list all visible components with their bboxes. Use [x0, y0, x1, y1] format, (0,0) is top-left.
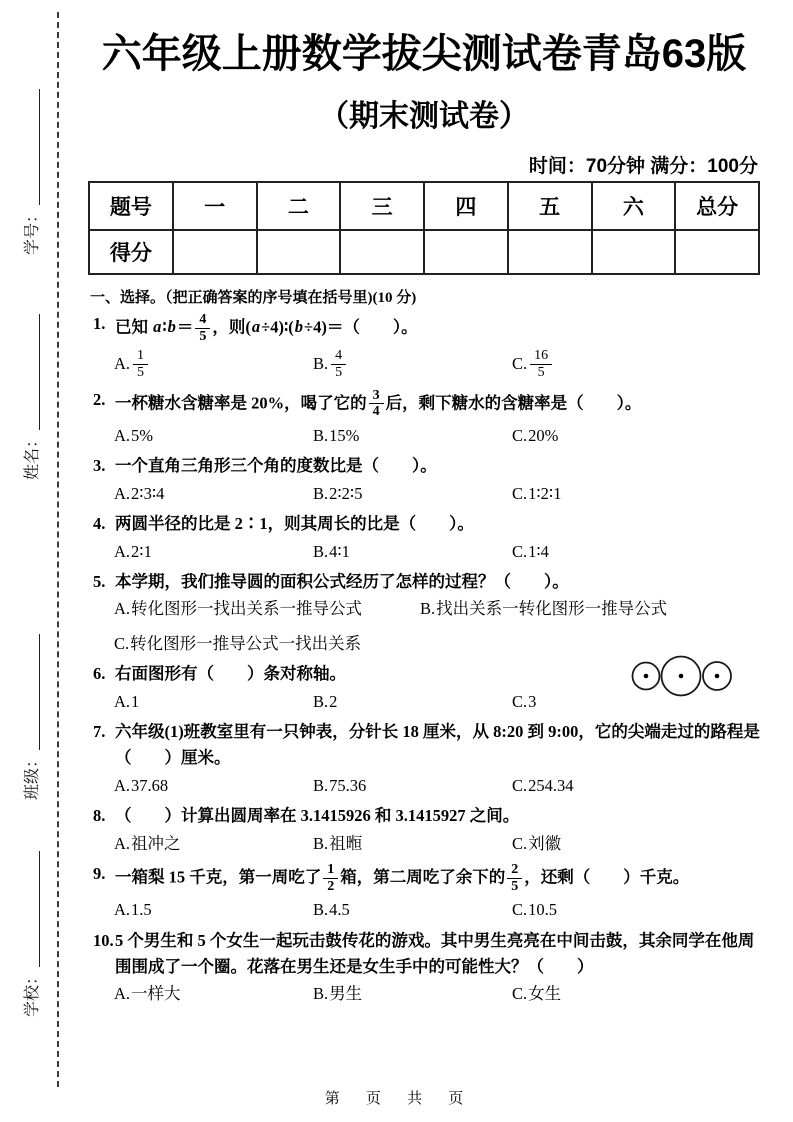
- score-cell: [257, 230, 341, 274]
- options-row: [114, 539, 760, 565]
- question-stem: [88, 803, 760, 829]
- option-text: 4∶1: [329, 541, 350, 561]
- option-B: [313, 981, 512, 1007]
- option-text: 女生: [528, 984, 562, 1004]
- question-stem: [88, 719, 760, 772]
- options-row: [114, 347, 760, 382]
- option-label: C.: [512, 833, 528, 853]
- options-row: [114, 981, 760, 1007]
- option-label: B.: [313, 691, 329, 711]
- option-label: C.: [512, 691, 528, 711]
- score-column-2: 二: [257, 182, 341, 230]
- question-number: 2.: [93, 389, 106, 409]
- score-column-4: 四: [424, 182, 508, 230]
- math-variable: b: [294, 317, 304, 337]
- question-number: 7.: [93, 721, 106, 741]
- option-text: 祖暅: [329, 833, 363, 853]
- margin-field-student-id: [15, 75, 45, 255]
- question-number: 6.: [93, 664, 106, 684]
- option-label: C.: [512, 353, 528, 373]
- fraction: $\frac{2}{5}$: [507, 862, 522, 894]
- page-title: 六年级上册数学拔尖测试卷青岛63版: [101, 32, 747, 76]
- option-text: 2∶1: [131, 541, 152, 561]
- option-text: 一样大: [131, 984, 181, 1004]
- option-label: C.: [114, 633, 130, 653]
- option-text: 2∶2∶5: [329, 483, 363, 503]
- option-C: [512, 481, 760, 507]
- name-label: 姓名：: [23, 431, 41, 480]
- option-A: [114, 423, 313, 449]
- score-column-6: 六: [592, 182, 676, 230]
- question-text: 5 个男生和 5 个女生一起玩击鼓传花的游戏。其中男生亮亮在中间击鼓，其余同学在他周围围成了一个圈。花落在男生还是女生手中的可能性大？（ ）: [115, 930, 755, 977]
- fraction: $\frac{3}{4}$: [369, 388, 384, 420]
- margin-field-school: [15, 837, 45, 1017]
- option-label: B.: [313, 775, 329, 795]
- question-1: [88, 311, 760, 383]
- question-text: 右面图形有（ ）条对称轴。: [115, 664, 346, 684]
- option-text: 1∶4: [528, 541, 549, 561]
- option-label: B.: [313, 426, 329, 446]
- option-text: 4.5: [329, 900, 350, 920]
- score-column-total: 总分: [675, 182, 759, 230]
- section-heading: 一、选择。（把正确答案的序号填在括号里)(10 分): [90, 290, 417, 306]
- questions-list: [88, 311, 760, 1008]
- option-text: 男生: [329, 984, 363, 1004]
- fraction: $\frac{4}{5}$: [331, 348, 346, 380]
- school-blank-line: [39, 851, 40, 967]
- option-label: B.: [313, 483, 329, 503]
- option-B: [313, 539, 512, 565]
- option-label: A.: [114, 833, 131, 853]
- score-cell: [592, 230, 676, 274]
- option-C: [512, 539, 760, 565]
- option-B: [313, 831, 512, 857]
- option-B: [313, 689, 512, 715]
- option-text: 5%: [131, 426, 154, 446]
- option-text: [131, 348, 150, 381]
- question-stem: [88, 311, 760, 346]
- question-text: 本学期，我们推导圆的面积公式经历了怎样的过程？（ ）。: [115, 571, 569, 591]
- margin-field-class: [15, 620, 45, 800]
- score-cell: [675, 230, 759, 274]
- option-text: 刘徽: [528, 833, 562, 853]
- question-number: 3.: [93, 456, 106, 476]
- options-row: [114, 423, 760, 449]
- option-label: C.: [512, 984, 528, 1004]
- exam-content: [88, 0, 760, 1010]
- option-label: A.: [114, 691, 131, 711]
- question-number: 5.: [93, 571, 106, 591]
- fraction: $\frac{16}{5}$: [530, 348, 552, 380]
- option-text: 20%: [528, 426, 559, 446]
- option-A: [114, 831, 313, 857]
- option-B: [313, 897, 512, 923]
- options-row: [114, 897, 760, 923]
- question-text: 六年级(1)班教室里有一只钟表，分针长 18 厘米，从 8:20 到 9:00，它的尖端走过的路程是（ ）厘米。: [115, 721, 760, 768]
- score-cell: [173, 230, 257, 274]
- option-text: 2∶3∶4: [131, 483, 165, 503]
- options-row: [114, 481, 760, 507]
- option-text: 转化图形一找出关系一推导公式: [131, 599, 363, 619]
- option-C: [512, 347, 760, 382]
- question-text: 一箱梨 15 千克，第一周吃了 $\frac{1}{2}$ 箱，第二周吃了余下的 $\frac{2}{5}$ ，还剩（ ）千克。: [115, 861, 690, 894]
- question-10: [88, 928, 760, 1008]
- margin-field-name: [15, 300, 45, 480]
- option-A: [114, 596, 420, 622]
- class-label: 班级：: [23, 751, 41, 800]
- option-label: A.: [114, 599, 131, 619]
- option-label: C.: [512, 900, 528, 920]
- question-stem: [88, 511, 760, 537]
- question-number: 1.: [93, 314, 106, 333]
- options-row: [114, 773, 760, 799]
- option-C: [512, 981, 760, 1007]
- option-label: B.: [420, 599, 436, 619]
- options-row: [114, 831, 760, 857]
- option-B: [420, 596, 667, 622]
- score-column-5: 五: [508, 182, 592, 230]
- question-stem: [88, 928, 760, 981]
- seal-dashed-line: [57, 12, 59, 1087]
- option-B: [313, 773, 512, 799]
- fraction: $\frac{1}{5}$: [133, 348, 148, 380]
- option-A: [114, 347, 313, 382]
- question-stem: [88, 861, 760, 896]
- option-label: B.: [313, 353, 329, 373]
- option-text: 75.36: [329, 775, 367, 795]
- option-text: [329, 348, 348, 381]
- question-text: （ ）计算出圆周率在 3.1415926 和 3.1415927 之间。: [115, 806, 520, 826]
- option-text: 1: [131, 691, 140, 711]
- option-text: [528, 348, 554, 381]
- option-C: [512, 897, 760, 923]
- name-blank-line: [39, 314, 40, 430]
- question-number: 10.: [93, 930, 114, 950]
- question-text: 已知 a∶b＝ $\frac{4}{5}$ ，则(a÷4)∶(b÷4)＝（ ）。: [115, 312, 418, 344]
- option-label: B.: [313, 541, 329, 561]
- option-label: A.: [114, 541, 131, 561]
- page-footer: 第 页 共 页: [324, 1090, 469, 1107]
- school-label: 学校：: [23, 968, 41, 1017]
- option-C: [512, 423, 760, 449]
- option-A: [114, 981, 313, 1007]
- question-number: 8.: [93, 806, 106, 826]
- option-text: 祖冲之: [131, 833, 181, 853]
- fraction: $\frac{1}{2}$: [323, 862, 338, 894]
- score-table-header-row: [89, 182, 759, 230]
- option-text: 10.5: [528, 900, 558, 920]
- question-7: [88, 719, 760, 799]
- score-row-label-cell: 得分: [89, 230, 173, 274]
- math-variable: a: [251, 317, 261, 337]
- option-label: A.: [114, 426, 131, 446]
- option-text: 3: [528, 691, 537, 711]
- option-label: B.: [313, 833, 329, 853]
- question-3: [88, 453, 760, 507]
- question-text: 一个直角三角形三个角的度数比是（ ）。: [115, 456, 437, 476]
- option-label: A.: [114, 353, 131, 373]
- option-text: 1∶2∶1: [528, 483, 562, 503]
- option-text: 找出关系一转化图形一推导公式: [436, 599, 668, 619]
- question-number: 4.: [93, 514, 106, 534]
- score-column-1: 一: [173, 182, 257, 230]
- exam-meta: 时间：70分钟 满分：100分: [528, 156, 758, 177]
- page-subtitle: （期末测试卷）: [319, 100, 529, 133]
- option-text: 37.68: [131, 775, 169, 795]
- question-stem: [88, 453, 760, 479]
- question-4: [88, 511, 760, 565]
- class-blank-line: [39, 634, 40, 750]
- option-B: [313, 423, 512, 449]
- option-label: B.: [313, 900, 329, 920]
- question-6: [88, 661, 760, 715]
- option-text: 转化图形一推导公式一找出关系: [130, 633, 362, 653]
- question-number: 9.: [93, 863, 106, 883]
- student-id-label: 学号：: [23, 206, 41, 255]
- option-label: C.: [512, 483, 528, 503]
- three-circles-figure: [630, 648, 742, 704]
- option-A: [114, 897, 313, 923]
- option-C: [512, 831, 760, 857]
- option-label: C.: [512, 775, 528, 795]
- question-stem: [88, 569, 760, 595]
- option-text: 254.34: [528, 775, 574, 795]
- score-cell: [340, 230, 424, 274]
- option-label: A.: [114, 984, 131, 1004]
- option-A: [114, 539, 313, 565]
- option-label: A.: [114, 900, 131, 920]
- score-column-3: 三: [340, 182, 424, 230]
- score-table-score-row: [89, 230, 759, 274]
- option-A: [114, 481, 313, 507]
- option-label: B.: [313, 984, 329, 1004]
- question-stem: [88, 387, 760, 422]
- fraction: $\frac{4}{5}$: [195, 312, 210, 344]
- option-text: 1.5: [131, 900, 152, 920]
- score-cell: [508, 230, 592, 274]
- question-5: [88, 569, 760, 657]
- option-B: [313, 481, 512, 507]
- math-variable: a: [153, 317, 162, 337]
- option-text: 2: [329, 691, 338, 711]
- option-label: C.: [512, 541, 528, 561]
- option-text: 15%: [329, 426, 360, 446]
- option-label: A.: [114, 483, 131, 503]
- question-2: [88, 387, 760, 450]
- question-text: 两圆半径的比是 2∶1，则其周长的比是（ ）。: [115, 514, 474, 534]
- math-variable: b: [167, 317, 176, 337]
- question-8: [88, 803, 760, 857]
- option-label: A.: [114, 775, 131, 795]
- option-C: [512, 773, 760, 799]
- score-cell: [424, 230, 508, 274]
- option-A: [114, 773, 313, 799]
- option-label: C.: [512, 426, 528, 446]
- option-A: [114, 689, 313, 715]
- score-table: [88, 181, 760, 275]
- question-text: 一杯糖水含糖率是 20%，喝了它的 $\frac{3}{4}$ 后，剩下糖水的含糖率是（ ）。: [115, 387, 642, 420]
- question-9: [88, 861, 760, 924]
- student-id-blank-line: [39, 89, 40, 205]
- score-table-label-cell: 题号: [89, 182, 173, 230]
- option-B: [313, 347, 512, 382]
